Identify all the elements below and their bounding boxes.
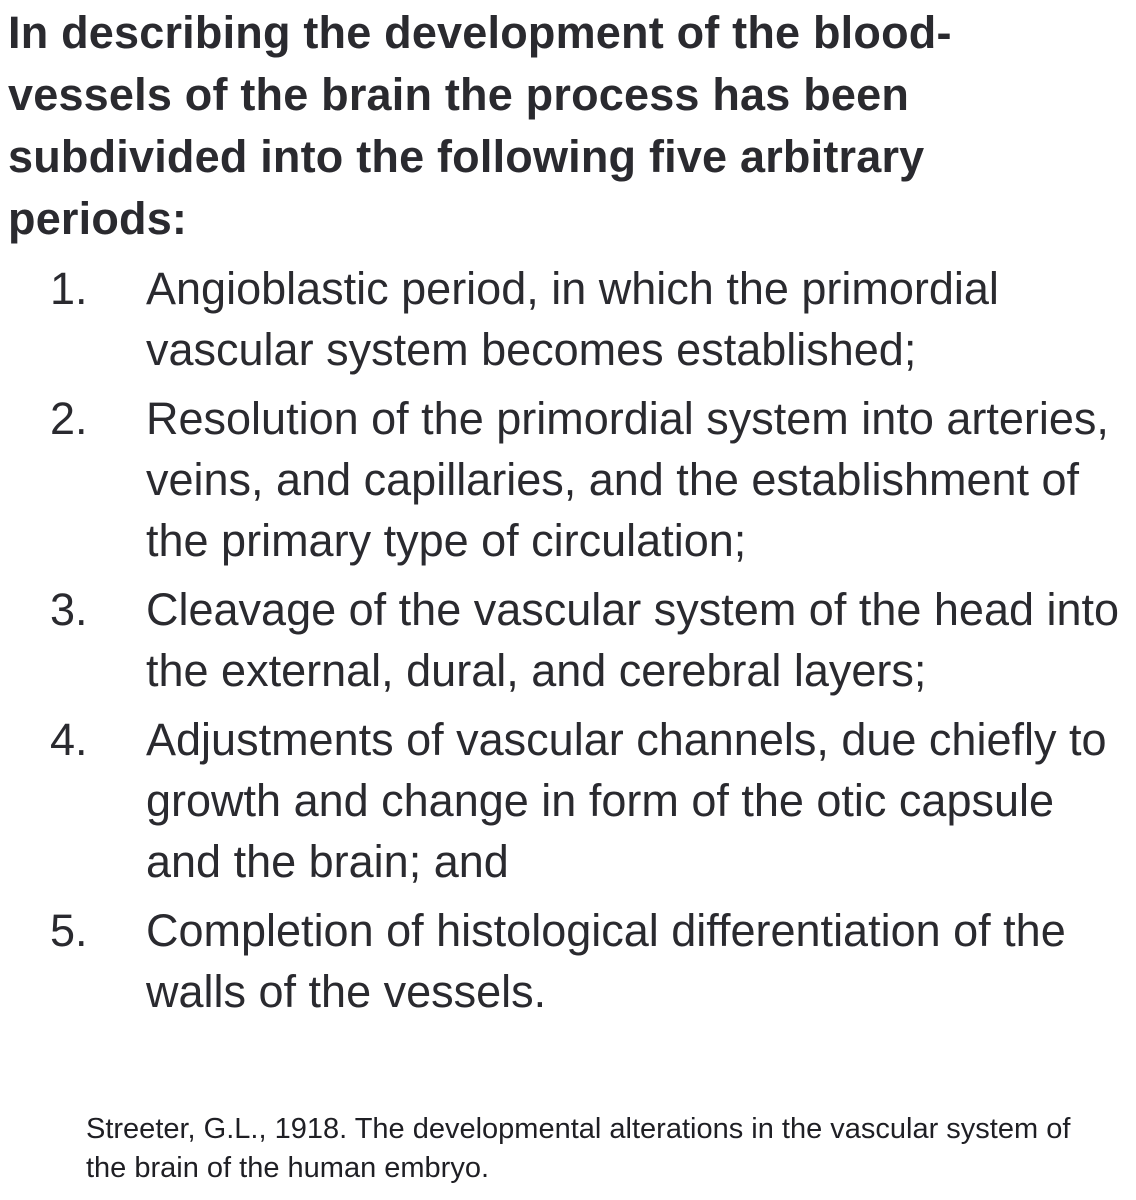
- citation: Streeter, G.L., 1918. The developmental alterations in the vascular system of the brain of the human embryo.: [86, 1113, 1071, 1184]
- list-item-text: Cleavage of the vascular system of the head into the external, dural, and cerebral layers;: [146, 584, 1120, 696]
- list-item-number: 5.: [50, 905, 88, 956]
- list-item-text: Resolution of the primordial system into arteries, veins, and capillaries, and the establishment of the primary type of circulation;: [146, 393, 1109, 566]
- list-item: [0, 258, 1136, 380]
- list-item-text: Adjustments of vascular channels, due chiefly to growth and change in form of the otic capsule and the brain; and: [146, 714, 1107, 887]
- list-item-number: 2.: [50, 393, 88, 444]
- periods-list: [0, 258, 1136, 1030]
- list-item: [0, 709, 1136, 892]
- list-item-text: Completion of histological differentiation of the walls of the vessels.: [146, 905, 1066, 1017]
- list-item-number: 3.: [50, 584, 88, 635]
- list-item: [0, 579, 1136, 701]
- intro-paragraph: In describing the development of the blood-vessels of the brain the process has been subdivided into the following five arbitrary periods:: [8, 7, 952, 244]
- list-item-number: 4.: [50, 714, 88, 765]
- list-item-number: 1.: [50, 263, 88, 314]
- list-item: [0, 388, 1136, 571]
- list-item-text: Angioblastic period, in which the primordial vascular system becomes established;: [146, 263, 999, 375]
- list-item: [0, 900, 1136, 1022]
